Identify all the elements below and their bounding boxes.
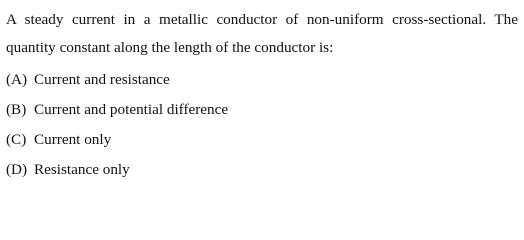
option-letter: (B) [6, 101, 27, 118]
option-text: Current and resistance [34, 71, 170, 88]
options-list [6, 65, 518, 185]
option-b [6, 95, 518, 125]
option-text: Resistance only [34, 161, 130, 178]
question-text: A steady current in a metallic conductor of non-uniform cross-sectional. The quantity constant along the length of the conductor is: [6, 11, 518, 56]
option-letter: (A) [6, 71, 28, 88]
option-c [6, 125, 518, 155]
option-letter: (D) [6, 161, 28, 178]
option-letter: (C) [6, 131, 27, 148]
option-a [6, 65, 518, 95]
option-d [6, 155, 518, 185]
question-card [6, 6, 518, 185]
option-text: Current only [34, 131, 112, 148]
option-text: Current and potential difference [34, 101, 229, 118]
